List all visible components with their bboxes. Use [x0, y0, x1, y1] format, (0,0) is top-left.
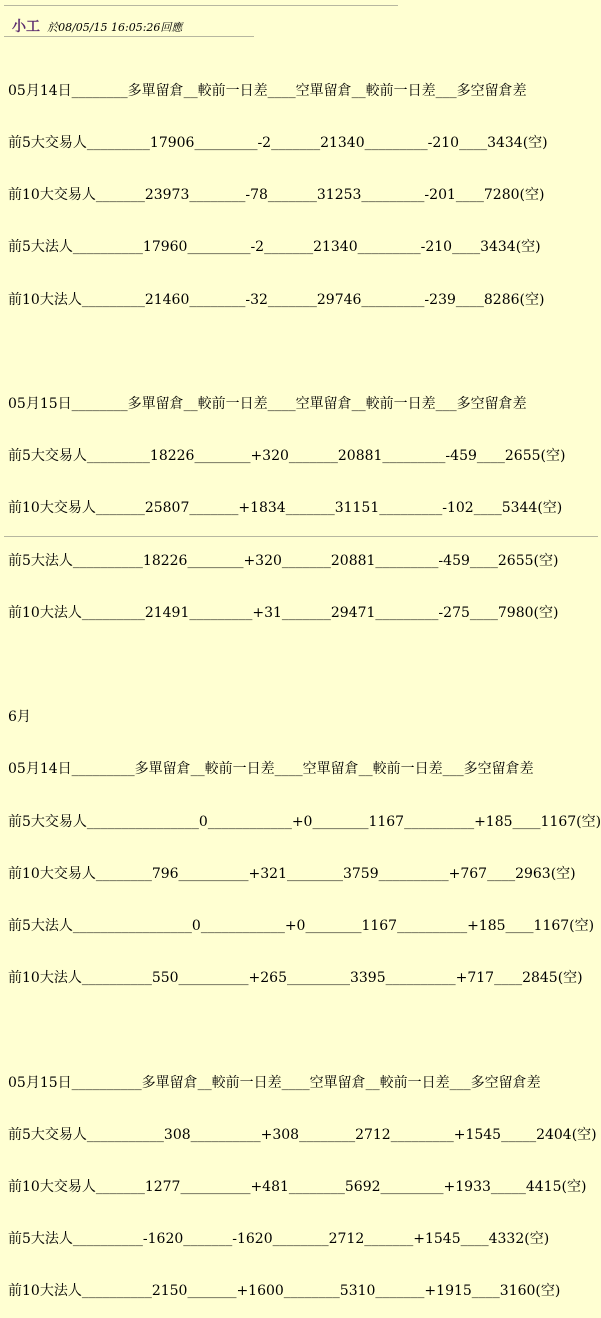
text-line: 前5大法人__________-1620_______-1620________2712_______+1545____4332(空)	[8, 1231, 550, 1248]
reply-body	[8, 48, 601, 1318]
text-line: 前10大法人_________21460________-32_______29746_________-239____8286(空)	[8, 291, 545, 308]
text-line: 前10大法人__________2150_______+1600________5310_______+1915____3160(空)	[8, 1283, 561, 1300]
reply-header	[12, 16, 182, 36]
text-line: 05月15日__________多單留倉__較前一日差____空單留倉__較前一日差___多空留倉差	[8, 1074, 541, 1091]
top-divider	[4, 5, 398, 6]
text-line: 前10大交易人________796__________+321________3759__________+767____2963(空)	[8, 865, 576, 882]
text-line: 05月14日________多單留倉__較前一日差____空單留倉__較前一日差___多空留倉差	[8, 82, 527, 99]
text-line: 前5大交易人________________0____________+0________1167__________+185____1167(空)	[8, 813, 601, 830]
text-line: 05月14日_________多單留倉__較前一日差____空單留倉__較前一日差___多空留倉差	[8, 761, 534, 778]
bottom-divider	[4, 536, 598, 537]
author-name[interactable]: 小工	[12, 19, 40, 35]
text-line: 前10大交易人_______23973________-78_______31253_________-201____7280(空)	[8, 187, 545, 204]
text-line: 前5大法人__________18226________+320_______20881_________-459____2655(空)	[8, 552, 559, 569]
text-line: 05月15日________多單留倉__較前一日差____空單留倉__較前一日差___多空留倉差	[8, 396, 527, 413]
blank-line	[8, 1022, 596, 1039]
text-line: 前10大法人_________21491_________+31_______29471_________-275____7980(空)	[8, 604, 559, 621]
text-line: 前10大法人__________550__________+265_________3395__________+717____2845(空)	[8, 970, 583, 987]
blank-line	[8, 657, 596, 674]
section-label: 6月	[8, 709, 31, 726]
blank-line	[8, 344, 596, 361]
text-line: 前5大法人__________17960_________-2_______21340_________-210____3434(空)	[8, 239, 541, 256]
header-divider	[4, 36, 254, 37]
text-line: 前10大交易人_______1277__________+481________5692_________+1933_____4415(空)	[8, 1179, 587, 1196]
text-line: 前5大交易人_________17906_________-2_______21340_________-210____3434(空)	[8, 135, 548, 152]
text-line: 前5大交易人_________18226________+320_______20881_________-459____2655(空)	[8, 448, 566, 465]
text-line: 前5大交易人___________308__________+308________2712_________+1545_____2404(空)	[8, 1126, 597, 1143]
reply-meta: 於08/05/15 16:05:26回應	[47, 21, 183, 34]
text-line: 前10大交易人_______25807_______+1834_______31151_________-102____5344(空)	[8, 500, 563, 517]
text-line: 前5大法人_________________0____________+0________1167__________+185____1167(空)	[8, 918, 595, 935]
